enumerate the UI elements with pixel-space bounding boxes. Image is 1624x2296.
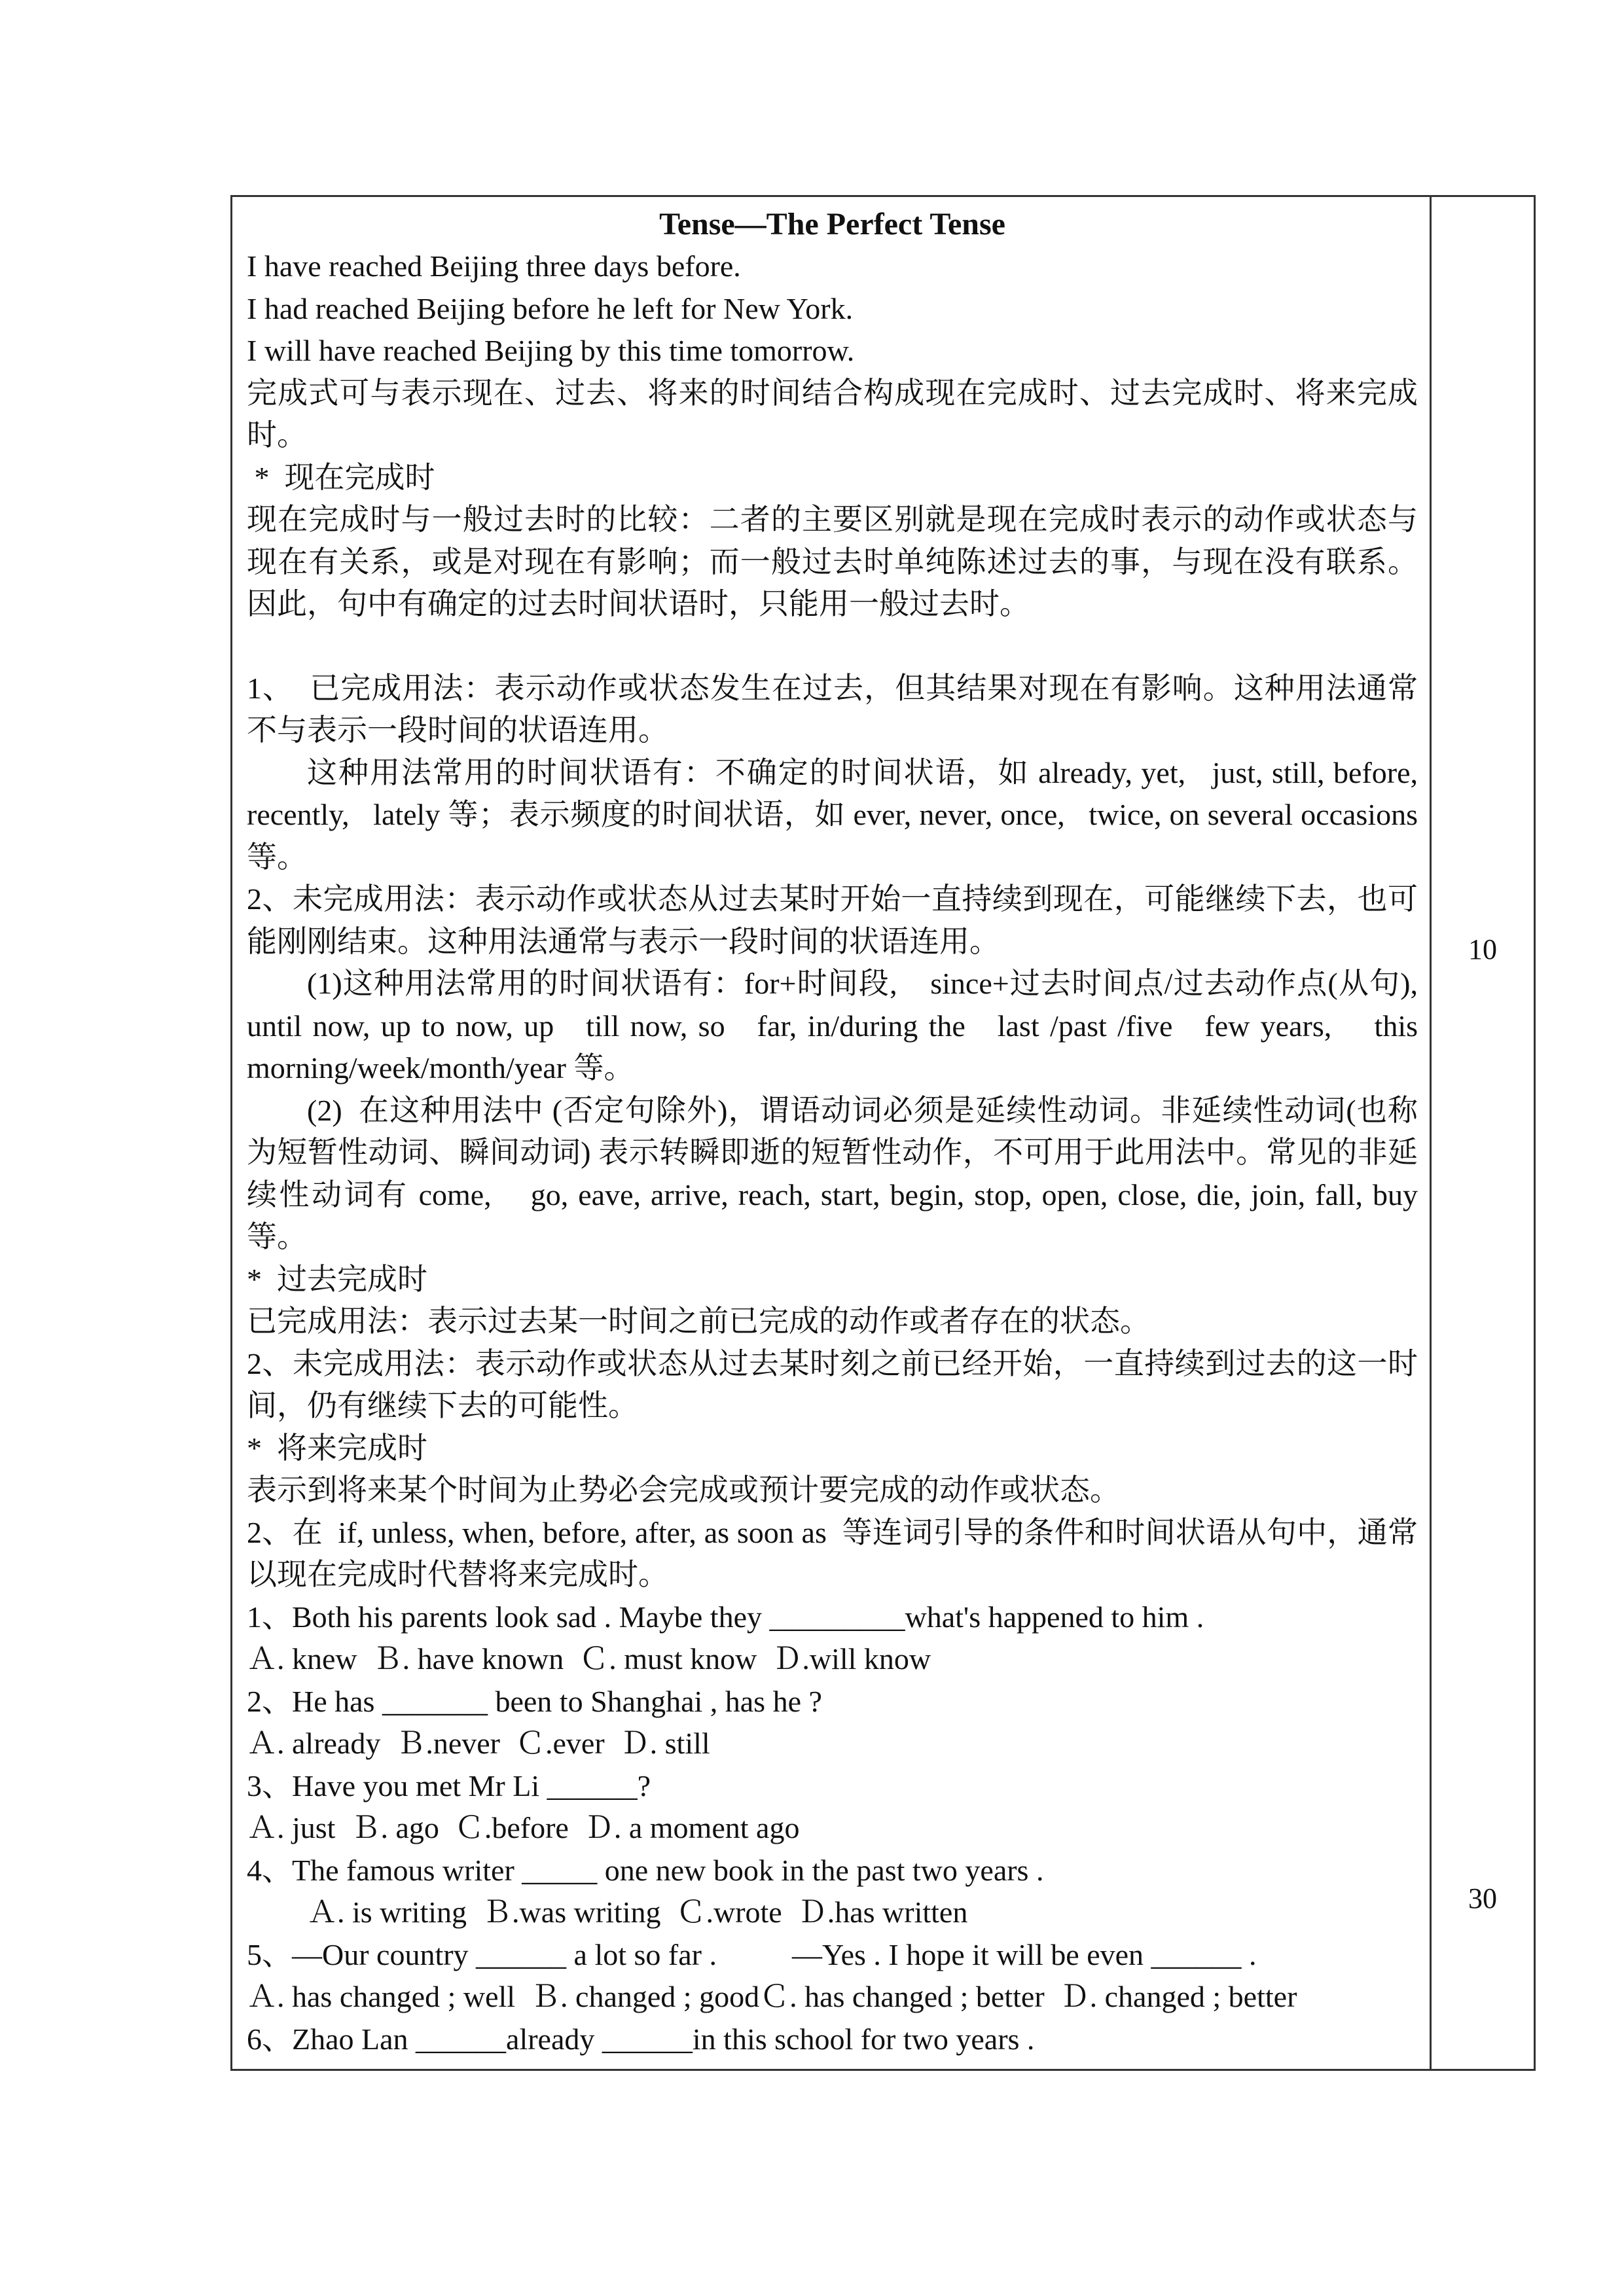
past-usage-2: 2、未完成用法：表示动作或状态从过去某时刻之前已经开始，一直持续到过去的这一时间，仍有继续下去的可能性。 xyxy=(247,1346,1418,1422)
exercise-options: Ａ. knew Ｂ. have known Ｃ. must know Ｄ.will know xyxy=(247,1642,931,1676)
usage-1-adverbials: 这种用法常用的时间状语有：不确定的时间状语，如 already, yet, just, still, before, recently, lately 等；表示频度的时间状语，如 ever, never, once, twice, on several occasions 等。 xyxy=(247,755,1441,874)
comparison-paragraph: 现在完成时与一般过去时的比较：二者的主要区别就是现在完成时表示的动作或状态与现在有关系，或是对现在有影响；而一般过去时单纯陈述过去的事，与现在没有联系。因此，句中有确定的过去时间状语时，只能用一般过去时。 xyxy=(247,503,1418,620)
past-usage-1: 已完成用法：表示过去某一时间之前已完成的动作或者存在的状态。 xyxy=(247,1304,1150,1338)
time-allocation-2: 30 xyxy=(1468,1882,1497,1914)
time-allocation-1: 10 xyxy=(1468,933,1497,965)
exercise-options: Ａ. just Ｂ. ago Ｃ.before Ｄ. a moment ago xyxy=(247,1811,800,1844)
score-cell xyxy=(1432,197,1534,2069)
future-usage-1: 表示到将来某个时间为止势必会完成或预计要完成的动作或状态。 xyxy=(247,1473,1120,1507)
section-heading-past-perfect: * 过去完成时 xyxy=(247,1262,427,1296)
exercise-question: 5、—Our country ______ a lot so far . —Yes . I hope it will be even ______ . xyxy=(247,1937,1257,1971)
exercise-question: 3、Have you met Mr Li ______? xyxy=(247,1768,651,1803)
example-sentence: I will have reached Beijing by this time tomorrow. xyxy=(247,334,855,367)
spacer xyxy=(247,626,1418,668)
exercise-question: 2、He has _______ been to Shanghai , has he ? xyxy=(247,1684,822,1718)
exercise-question: 1、Both his parents look sad . Maybe they _________what's happened to him . xyxy=(247,1600,1204,1634)
example-sentence: I had reached Beijing before he left for New York. xyxy=(247,291,854,325)
future-usage-2: 2、在 if, unless, when, before, after, as soon as 等连词引导的条件和时间状语从句中，通常以现在完成时代替将来完成时。 xyxy=(247,1515,1418,1591)
usage-2: 2、未完成用法：表示动作或状态从过去某时开始一直持续到现在，可能继续下去，也可能刚刚结束。这种用法通常与表示一段时间的状语连用。 xyxy=(247,882,1418,958)
intro-paragraph: 完成式可与表示现在、过去、将来的时间结合构成现在完成时、过去完成时、将来完成时。 xyxy=(247,376,1418,452)
usage-1: 1、 已完成用法：表示动作或状态发生在过去，但其结果对现在有影响。这种用法通常不与表示一段时间的状语连用。 xyxy=(247,671,1418,747)
exercise-question: 6、Zhao Lan ______already ______in this school for two years . xyxy=(247,2022,1035,2056)
exercise-options: Ａ. has changed ; well Ｂ. changed ; goodＣ. has changed ; better Ｄ. changed ; better xyxy=(247,1980,1297,2013)
usage-2-note: (2) 在这种用法中 (否定句除外)，谓语动词必须是延续性动词。非延续性动词(也称为短暂性动词、瞬间动词) 表示转瞬即逝的短暂性动作，不可用于此用法中。常见的非延续性动词有 come, go, eave, arrive, reach, start, begin, stop, open, close, die, join, fall, buy 等。 xyxy=(247,1093,1426,1253)
content-cell xyxy=(232,197,1441,2069)
exercise-options: Ａ. already Ｂ.never Ｃ.ever Ｄ. still xyxy=(247,1727,710,1760)
lesson-table xyxy=(230,195,1536,2071)
section-heading-future-perfect: * 将来完成时 xyxy=(247,1431,427,1465)
exercise-question: 4、The famous writer _____ one new book in the past two years . xyxy=(247,1853,1044,1887)
exercise-options: Ａ. is writing Ｂ.was writing Ｃ.wrote Ｄ.has written xyxy=(307,1895,968,1929)
usage-2-adverbials: (1)这种用法常用的时间状语有：for+时间段, since+过去时间点/过去动作点(从句), until now, up to now, up till now, so far, in/during the last /past /five few years, this morning/week/month/year 等。 xyxy=(247,967,1426,1085)
page-title: Tense—The Perfect Tense xyxy=(659,207,1005,242)
section-heading-present-perfect: * 现在完成时 xyxy=(247,460,435,494)
example-sentence: I have reached Beijing three days before. xyxy=(247,249,741,283)
